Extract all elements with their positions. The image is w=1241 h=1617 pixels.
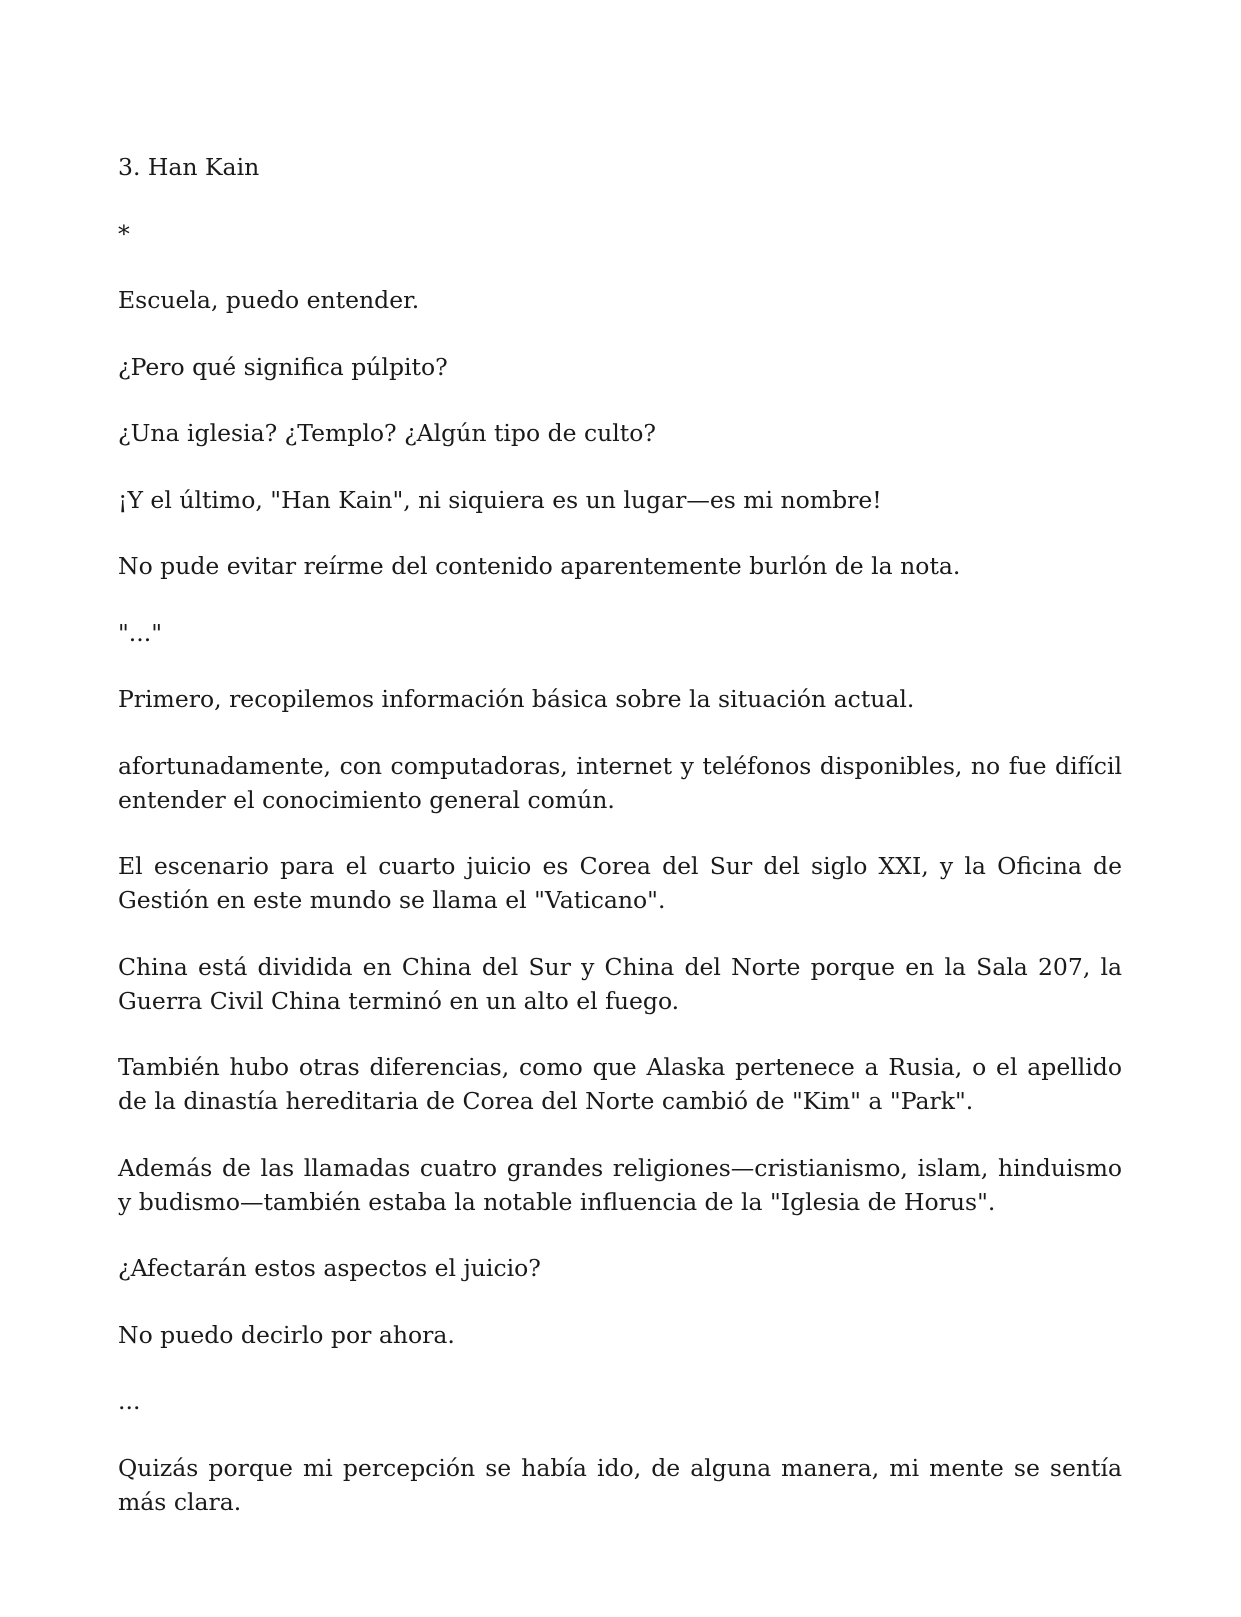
paragraph: No pude evitar reírme del contenido aparentemente burlón de la nota. — [118, 552, 961, 580]
paragraph: afortunadamente, con computadoras, internet y teléfonos disponibles, no fue difícil entender el conocimiento general común. — [118, 751, 1122, 814]
paragraph: El escenario para el cuarto juicio es Corea del Sur del siglo XXI, y la Oficina de Gestión en este mundo se llama el "Vaticano". — [118, 852, 1122, 914]
paragraph: China está dividida en China del Sur y China del Norte porque en la Sala 207, la Guerra Civil China terminó en un alto el fuego. — [118, 952, 1122, 1015]
paragraph: Escuela, puedo entender. — [118, 286, 420, 314]
paragraph: También hubo otras diferencias, como que Alaska pertenece a Rusia, o el apellido de la dinastía hereditaria de Corea del Norte cambió de "Kim" a "Park". — [118, 1053, 1122, 1115]
chapter-title: 3. Han Kain — [118, 153, 260, 181]
paragraph: Además de las llamadas cuatro grandes religiones—cristianismo, islam, hinduismo y budismo—también estaba la notable influencia de la "Iglesia de Horus". — [118, 1153, 1122, 1216]
paragraph: "..." — [118, 618, 163, 647]
document-body — [118, 150, 1122, 1551]
paragraph: No puedo decirlo por ahora. — [118, 1320, 455, 1349]
scene-separator: * — [118, 219, 130, 248]
paragraph: ... — [118, 1387, 141, 1415]
paragraph: Primero, recopilemos información básica sobre la situación actual. — [118, 685, 915, 713]
paragraph: ¡Y el último, "Han Kain", ni siquiera es un lugar—es mi nombre! — [118, 485, 882, 514]
paragraph: ¿Una iglesia? ¿Templo? ¿Algún tipo de culto? — [118, 419, 656, 447]
paragraph: ¿Pero qué significa púlpito? — [118, 352, 448, 381]
paragraph: Quizás porque mi percepción se había ido, de alguna manera, mi mente se sentía más clara. — [118, 1453, 1122, 1516]
paragraph: ¿Afectarán estos aspectos el juicio? — [118, 1254, 541, 1282]
